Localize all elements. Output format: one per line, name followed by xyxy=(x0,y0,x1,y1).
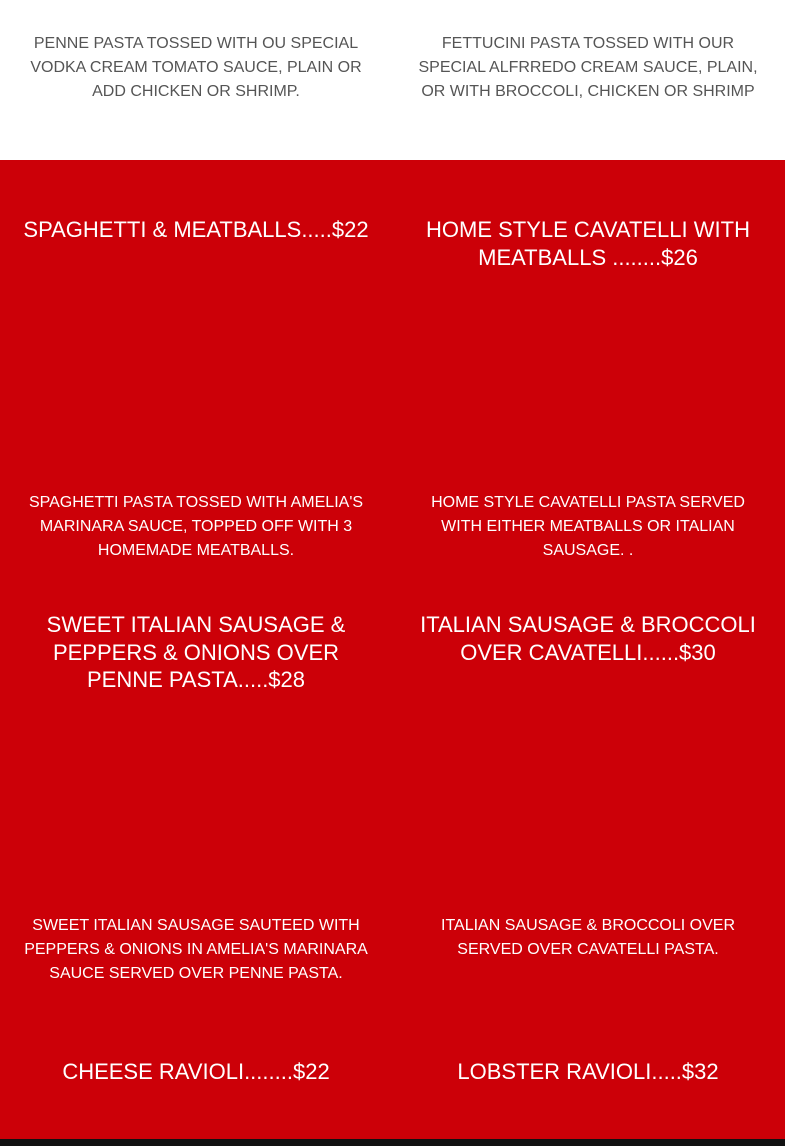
menu-item-desc-sausage-peppers: SWEET ITALIAN SAUSAGE SAUTEED WITH PEPPERS & ONIONS IN AMELIA'S MARINARA SAUCE SERVED OVER PENNE PASTA. xyxy=(24,917,368,982)
menu-section xyxy=(0,160,785,1146)
menu-item-image-placeholder xyxy=(20,278,372,478)
menu-item-image-placeholder xyxy=(412,705,764,905)
menu-item-desc-cavatelli-meatballs: HOME STYLE CAVATELLI PASTA SERVED WITH EITHER MEATBALLS OR ITALIAN SAUSAGE. . xyxy=(431,494,745,559)
menu-item-title-sausage-broccoli: ITALIAN SAUSAGE & BROCCOLI OVER CAVATELLI......$30 xyxy=(420,612,756,665)
menu-item-desc-spaghetti-meatballs: SPAGHETTI PASTA TOSSED WITH AMELIA'S MARINARA SAUCE, TOPPED OFF WITH 3 HOMEMADE MEATBALLS. xyxy=(28,494,364,559)
menu-item-desc-sausage-broccoli: ITALIAN SAUSAGE & BROCCOLI OVER SERVED OVER CAVATELLI PASTA. xyxy=(441,917,735,958)
menu-item-image-placeholder xyxy=(20,705,372,905)
fettucini-alfredo-description: FETTUCINI PASTA TOSSED WITH OUR SPECIAL ALFRREDO CREAM SAUCE, PLAIN, OR WITH BROCCOLI, CHICKEN OR SHRIMP xyxy=(418,35,758,100)
penne-vodka-description: PENNE PASTA TOSSED WITH OU SPECIAL VODKA CREAM TOMATO SAUCE, PLAIN OR ADD CHICKEN OR SHRIMP. xyxy=(30,35,362,100)
menu-item-title-cavatelli-meatballs: HOME STYLE CAVATELLI WITH MEATBALLS ........$26 xyxy=(426,217,750,270)
menu-item-title-spaghetti-meatballs: SPAGHETTI & MEATBALLS.....$22 xyxy=(23,217,369,242)
menu-item-image-placeholder xyxy=(412,278,764,478)
menu-item-title-sausage-peppers: SWEET ITALIAN SAUSAGE & PEPPERS & ONIONS OVER PENNE PASTA.....$28 xyxy=(46,612,346,692)
footer-bar xyxy=(0,1139,785,1146)
menu-item-title-lobster-ravioli: LOBSTER RAVIOLI.....$32 xyxy=(457,1059,719,1084)
top-section xyxy=(0,0,785,160)
menu-item-title-cheese-ravioli: CHEESE RAVIOLI........$22 xyxy=(62,1059,330,1084)
